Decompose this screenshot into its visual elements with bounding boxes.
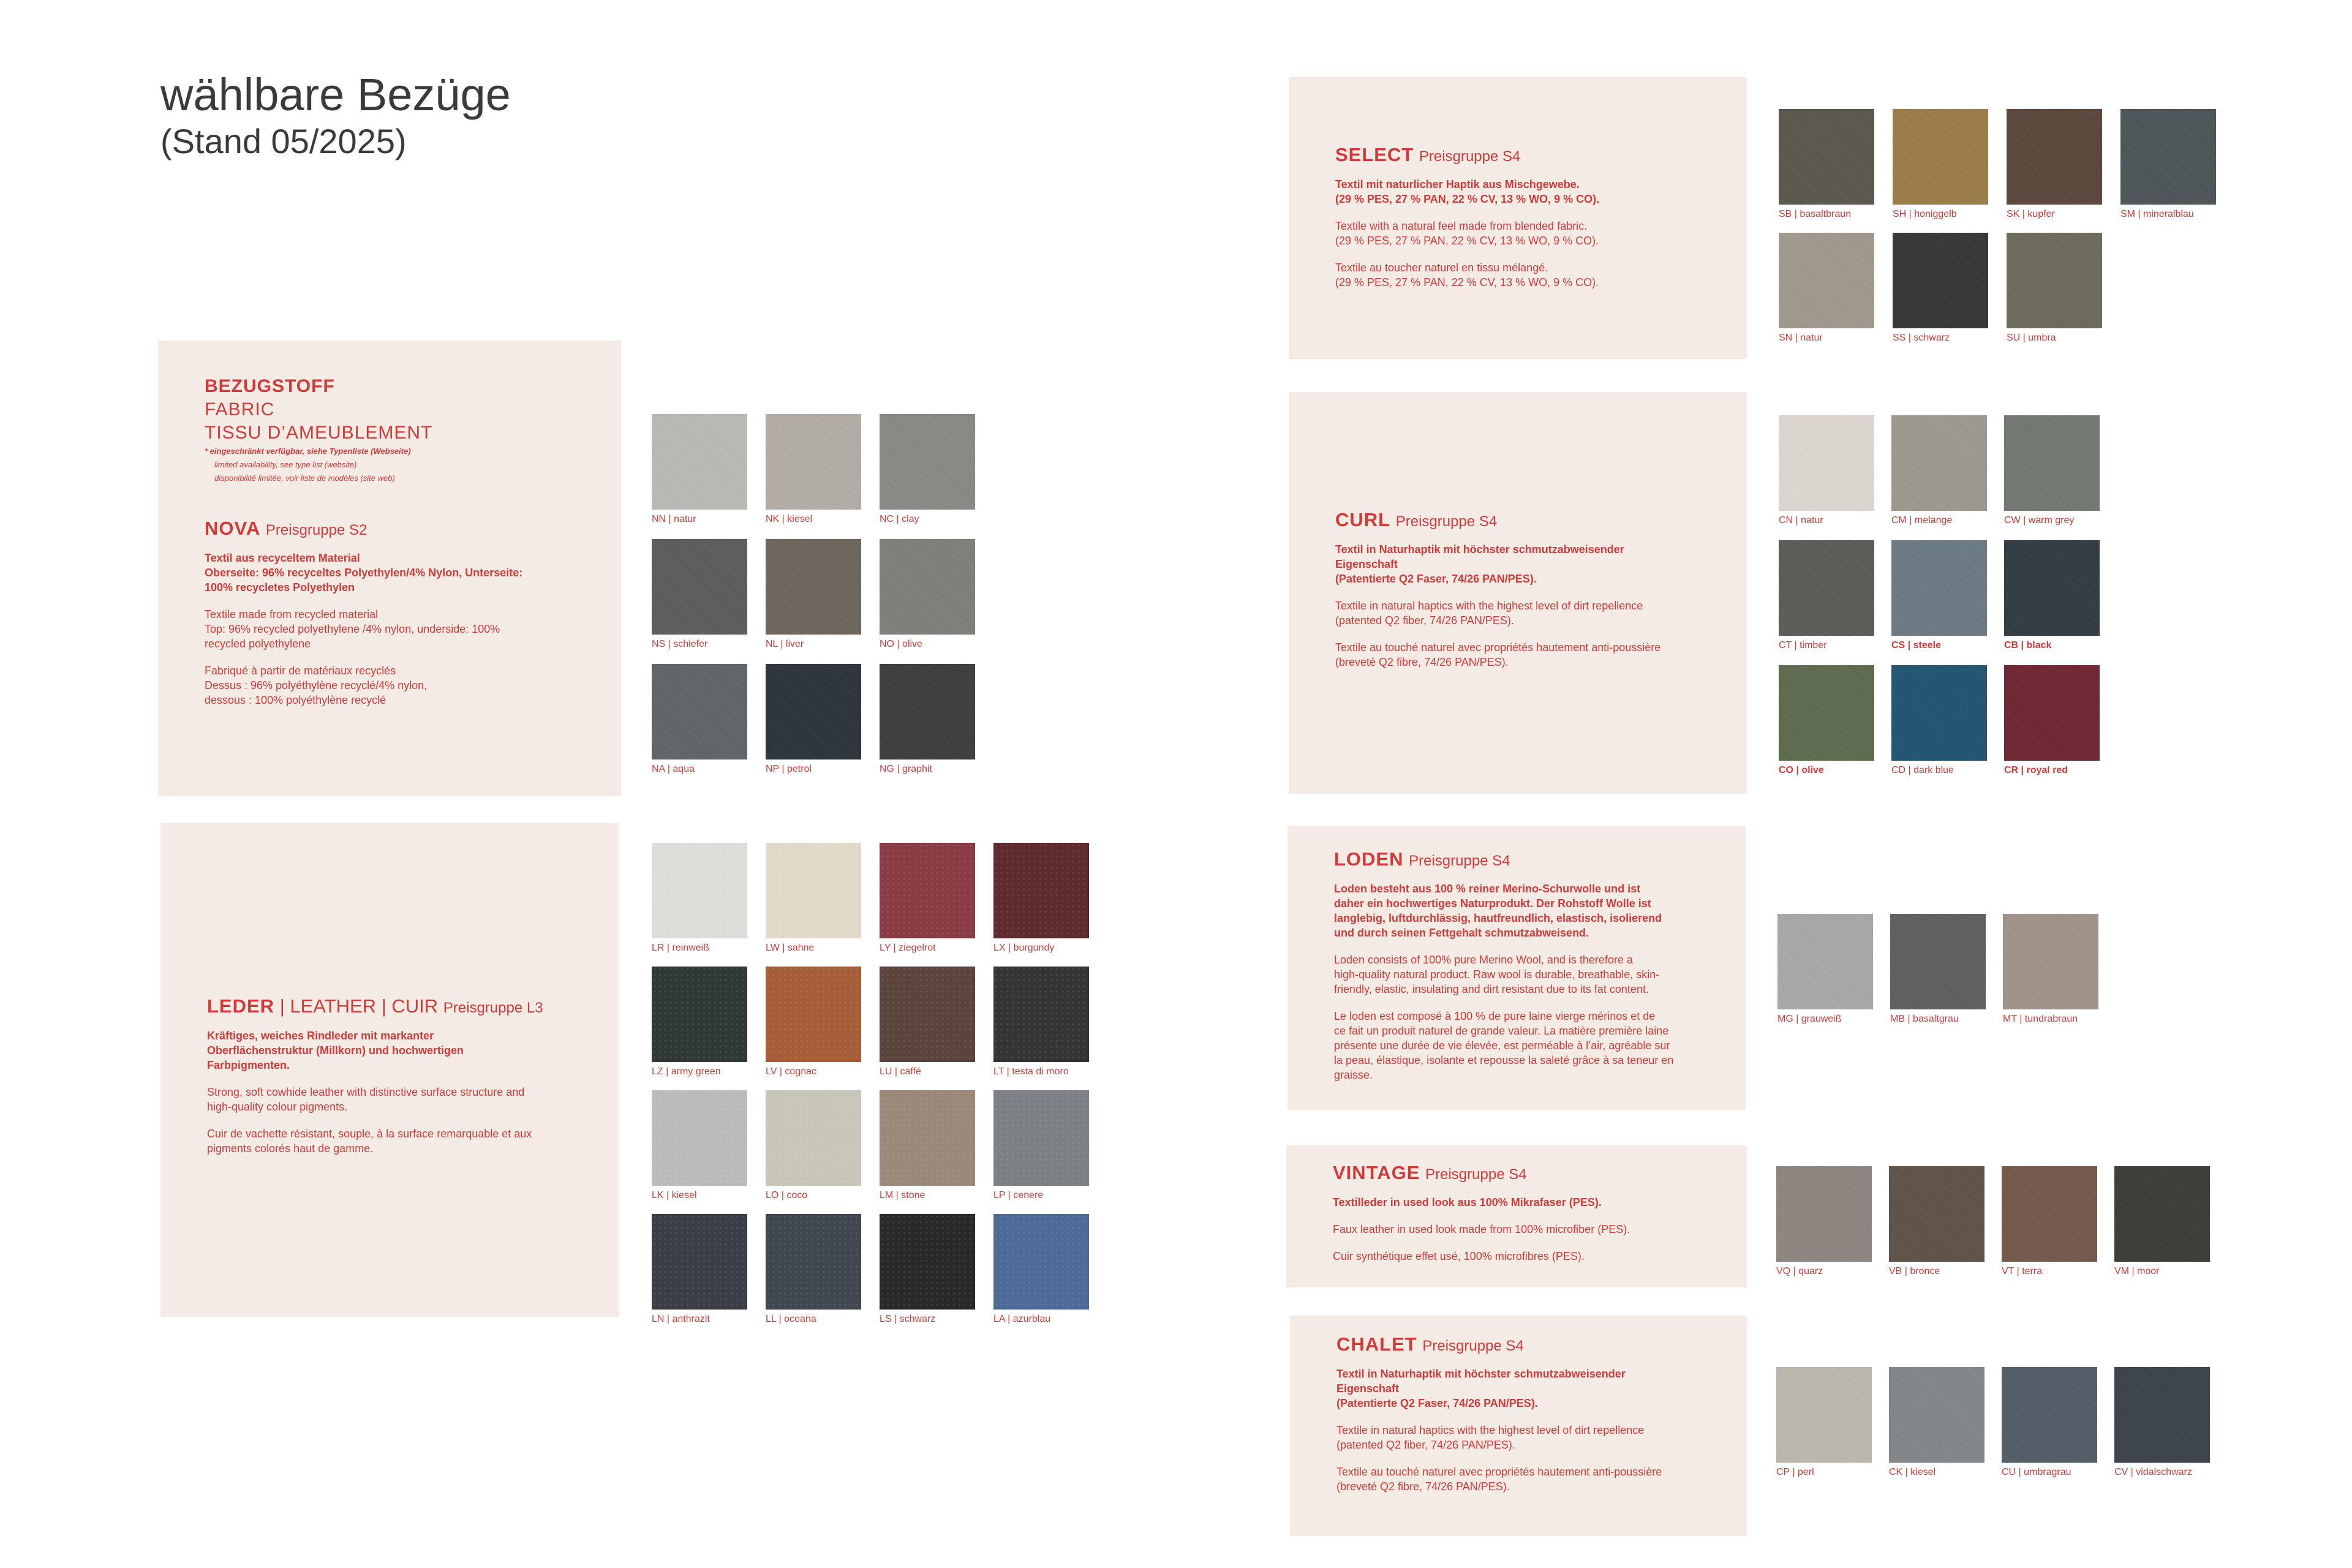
swatch-color	[766, 1214, 861, 1310]
swatch-select-su	[2007, 233, 2102, 344]
swatch-label: LK | kiesel	[652, 1190, 697, 1200]
swatch-curl-cr	[2004, 665, 2100, 777]
swatch-color	[880, 664, 975, 760]
swatch-color	[880, 843, 975, 938]
swatch-select-ss	[1893, 233, 1988, 344]
swatch-color	[766, 967, 861, 1062]
swatch-label: LS | schwarz	[880, 1314, 936, 1324]
swatch-label: SH | honiggelb	[1893, 209, 1957, 219]
swatch-label: CV | vidalschwarz	[2114, 1467, 2192, 1477]
leder-name-de: LEDER	[207, 995, 275, 1017]
nova-desc-en: Textile made from recycled material Top: 96% recycled polyethylene /4% nylon, underside: 100% recycled polyethylene	[205, 608, 500, 650]
swatch-color	[1779, 665, 1874, 761]
swatch-label: CO | olive	[1779, 765, 1824, 775]
swatch-leder-lm	[880, 1090, 975, 1202]
swatch-curl-co	[1779, 665, 1874, 777]
select-desc-fr: Textile au toucher naturel en tissu mélangé. (29 % PES, 27 % PAN, 22 % CV, 13 % WO, 9 % CO).	[1335, 262, 1599, 288]
swatch-label: SU | umbra	[2007, 333, 2056, 343]
swatch-label: VT | terra	[2002, 1266, 2043, 1276]
swatch-color	[880, 1090, 975, 1186]
swatch-loden-mt	[2003, 914, 2098, 1025]
nova-name: NOVA	[205, 518, 261, 539]
nova-desc-de: Textil aus recyceltem Material Oberseite: 96% recyceltes Polyethylen/4% Nylon, Unterseite: 100% recycletes Polyethylen	[205, 552, 523, 594]
swatch-color	[1891, 415, 1987, 511]
swatch-leder-lp	[993, 1090, 1089, 1202]
swatch-leder-lr	[652, 843, 747, 954]
swatch-curl-cs	[1891, 540, 1987, 652]
swatch-label: CS | steele	[1891, 640, 1941, 650]
swatch-leder-ln	[652, 1214, 747, 1325]
swatch-color	[2002, 1367, 2097, 1463]
swatch-label: CW | warm grey	[2004, 515, 2075, 526]
vintage-desc-fr: Cuir synthétique effet usé, 100% microfibres (PES).	[1333, 1250, 1585, 1262]
swatch-curl-cb	[2004, 540, 2100, 652]
vintage-desc-en: Faux leather in used look made from 100% microfiber (PES).	[1333, 1223, 1630, 1235]
swatch-color	[880, 967, 975, 1062]
availability-note	[205, 445, 621, 485]
loden-desc-fr: Le loden est composé à 100 % de pure laine vierge mérinos et de ce fait un produit naturel de grande valeur. La matière première laine présente une durée de vie élevée, est perméable à l’air, agréable sur la peau, élastique, isolante et repousse la saleté grâce à sa teneur en graisse.	[1334, 1010, 1674, 1081]
swatch-color	[1893, 233, 1988, 328]
fabric-heading-fr: TISSU D’AMEUBLEMENT	[205, 423, 433, 443]
swatch-curl-cd	[1891, 665, 1987, 777]
select-desc-de: Textil mit naturlicher Haptik aus Mischgewebe. (29 % PES, 27 % PAN, 22 % CV, 13 % WO, 9 % CO).	[1335, 178, 1600, 205]
swatch-leder-lt	[993, 967, 1089, 1078]
swatch-color	[2004, 540, 2100, 636]
swatch-color	[652, 664, 747, 760]
swatch-leder-ll	[766, 1214, 861, 1325]
swatch-color	[1890, 914, 1986, 1009]
vintage-desc-de: Textilleder in used look aus 100% Mikrafaser (PES).	[1333, 1196, 1602, 1208]
swatch-leder-lz	[652, 967, 747, 1078]
swatch-select-sk	[2007, 109, 2102, 221]
swatch-color	[880, 1214, 975, 1310]
swatch-curl-ct	[1779, 540, 1874, 652]
swatch-curl-cm	[1891, 415, 1987, 527]
loden-name: LODEN	[1334, 848, 1404, 870]
swatch-label: NP | petrol	[766, 764, 812, 774]
swatch-color	[766, 664, 861, 760]
swatch-chalet-cu	[2002, 1367, 2097, 1479]
swatch-label: CK | kiesel	[1889, 1467, 1936, 1477]
loden-desc-en: Loden consists of 100% pure Merino Wool, and is therefore a high-quality natural product. Raw wool is durable, breathable, skin- friendly, elastic, insulating and dirt resistant due to its fat content.	[1334, 954, 1660, 995]
swatch-label: SB | basaltbraun	[1779, 209, 1852, 219]
page-subtitle: (Stand 05/2025)	[160, 122, 407, 160]
swatch-color	[1889, 1367, 1985, 1463]
swatch-select-sm	[2120, 109, 2216, 221]
swatch-label: VQ | quarz	[1776, 1266, 1823, 1276]
swatch-label: MT | tundrabraun	[2003, 1014, 2078, 1024]
swatch-label: NA | aqua	[652, 764, 695, 774]
swatch-color	[652, 967, 747, 1062]
swatch-label: CD | dark blue	[1891, 765, 1954, 775]
leder-name-en: LEATHER	[290, 995, 377, 1017]
swatch-nova-no	[880, 539, 975, 650]
curl-heading	[1335, 508, 1747, 533]
swatch-nova-nl	[766, 539, 861, 650]
swatch-nova-na	[652, 664, 747, 775]
swatch-label: SK | kupfer	[2007, 209, 2055, 219]
leder-group: Preisgruppe L3	[443, 1000, 543, 1016]
curl-name: CURL	[1335, 509, 1391, 530]
curl-desc-fr: Textile au touché naturel avec propriétés hautement anti-poussière (breveté Q2 fibre, 74/26 PAN/PES).	[1335, 641, 1661, 668]
swatch-color	[1893, 109, 1988, 205]
swatch-color	[2003, 914, 2098, 1009]
swatch-select-sn	[1779, 233, 1874, 344]
swatch-color	[652, 539, 747, 635]
swatch-color	[766, 843, 861, 938]
swatch-label: LU | caffé	[880, 1066, 921, 1077]
swatch-loden-mb	[1890, 914, 1986, 1025]
swatch-label: LX | burgundy	[993, 943, 1055, 953]
swatch-nova-np	[766, 664, 861, 775]
swatch-color	[766, 414, 861, 510]
swatch-color	[766, 1090, 861, 1186]
swatch-color	[1889, 1166, 1985, 1262]
curl-group: Preisgruppe S4	[1395, 513, 1498, 530]
select-heading	[1335, 143, 1747, 168]
swatch-label: LV | cognac	[766, 1066, 817, 1077]
swatch-label: MG | grauweiß	[1777, 1014, 1842, 1024]
swatch-label: LP | cenere	[993, 1190, 1044, 1200]
swatch-label: NK | kiesel	[766, 514, 813, 524]
swatch-label: LM | stone	[880, 1190, 925, 1200]
nova-desc-fr: Fabriqué à partir de matériaux recyclés Dessus : 96% polyéthylène recyclé/4% nylon, dessous : 100% polyéthylène recyclé	[205, 665, 428, 706]
swatch-label: CT | timber	[1779, 640, 1827, 650]
page-title: wählbare Bezüge	[160, 69, 511, 120]
swatch-color	[2120, 109, 2216, 205]
curl-desc-de: Textil in Naturhaptik mit höchster schmutzabweisender Eigenschaft (Patentierte Q2 Faser, 74/26 PAN/PES).	[1335, 543, 1624, 585]
select-panel	[1289, 77, 1747, 359]
swatch-leder-ls	[880, 1214, 975, 1325]
swatch-leder-lk	[652, 1090, 747, 1202]
swatch-chalet-cv	[2114, 1367, 2210, 1479]
swatch-color	[1777, 914, 1873, 1009]
swatch-color	[1779, 233, 1874, 328]
curl-panel	[1289, 392, 1747, 794]
swatch-label: CN | natur	[1779, 515, 1823, 526]
chalet-heading	[1336, 1333, 1747, 1358]
loden-panel	[1287, 826, 1746, 1110]
swatch-nova-nk	[766, 414, 861, 526]
swatch-label: SN | natur	[1779, 333, 1823, 343]
swatch-color	[652, 1090, 747, 1186]
swatch-label: LW | sahne	[766, 943, 815, 953]
availability-note-fr: disponibilité limitée, voir liste de modèles (site web)	[214, 473, 395, 483]
swatch-color	[2007, 233, 2102, 328]
fabric-heading-de: BEZUGSTOFF	[205, 376, 335, 396]
swatch-color	[652, 843, 747, 938]
swatch-vintage-vq	[1776, 1166, 1872, 1278]
swatch-vintage-vt	[2002, 1166, 2097, 1278]
swatch-color	[880, 414, 975, 510]
swatch-color	[993, 1214, 1089, 1310]
leder-name-fr: CUIR	[391, 995, 439, 1017]
select-group: Preisgruppe S4	[1419, 148, 1521, 165]
loden-desc-de: Loden besteht aus 100 % reiner Merino-Schurwolle und ist daher ein hochwertiges Naturprodukt. Der Rohstoff Wolle ist langlebig, luftdurchlässig, hautfreundlich, elastisch, isolierend und durch seinen Fettgehalt schmutzabweisend.	[1334, 883, 1662, 939]
swatch-nova-ng	[880, 664, 975, 775]
swatch-label: CR | royal red	[2004, 765, 2068, 775]
swatch-label: CP | perl	[1776, 1467, 1814, 1477]
swatch-select-sb	[1779, 109, 1874, 221]
swatch-loden-mg	[1777, 914, 1873, 1025]
chalet-group: Preisgruppe S4	[1422, 1338, 1524, 1354]
fabric-heading-en: FABRIC	[205, 399, 275, 420]
swatch-label: LN | anthrazit	[652, 1314, 710, 1324]
swatch-leder-lo	[766, 1090, 861, 1202]
swatch-color	[652, 414, 747, 510]
swatch-label: LZ | army green	[652, 1066, 721, 1077]
swatch-label: LO | coco	[766, 1190, 808, 1200]
swatch-color	[1891, 665, 1987, 761]
swatch-label: CB | black	[2004, 640, 2052, 650]
nova-heading	[205, 517, 621, 542]
swatch-chalet-ck	[1889, 1367, 1985, 1479]
swatch-label: CU | umbragrau	[2002, 1467, 2071, 1477]
swatch-color	[1891, 540, 1987, 636]
swatch-leder-lv	[766, 967, 861, 1078]
swatch-color	[1779, 540, 1874, 636]
leder-desc-de: Kräftiges, weiches Rindleder mit markanter Oberflächenstruktur (Millkorn) und hochwertigen Farbpigmenten.	[207, 1030, 464, 1071]
swatch-leder-lu	[880, 967, 975, 1078]
swatch-label: VM | moor	[2114, 1266, 2160, 1276]
swatch-label: LR | reinweiß	[652, 943, 709, 953]
leder-desc-fr: Cuir de vachette résistant, souple, à la surface remarquable et aux pigments colorés haut de gamme.	[207, 1128, 532, 1155]
swatch-label: LL | oceana	[766, 1314, 816, 1324]
swatch-label: NO | olive	[880, 639, 922, 649]
swatch-label: NC | clay	[880, 514, 919, 524]
swatch-label: SM | mineralblau	[2120, 209, 2194, 219]
swatch-color	[1776, 1367, 1872, 1463]
swatch-color	[1779, 109, 1874, 205]
chalet-desc-en: Textile in natural haptics with the highest level of dirt repellence (patented Q2 fiber, 74/26 PAN/PES).	[1336, 1424, 1645, 1451]
swatch-label: LA | azurblau	[993, 1314, 1051, 1324]
swatch-color	[2002, 1166, 2097, 1262]
select-name: SELECT	[1335, 144, 1414, 165]
swatch-color	[2004, 415, 2100, 511]
select-desc-en: Textile with a natural feel made from blended fabric. (29 % PES, 27 % PAN, 22 % CV, 13 % WO, 9 % CO).	[1335, 220, 1599, 247]
chalet-desc-fr: Textile au touché naturel avec propriétés hautement anti-poussière (breveté Q2 fibre, 74/26 PAN/PES).	[1336, 1466, 1662, 1493]
swatch-color	[2114, 1166, 2210, 1262]
loden-heading	[1334, 848, 1746, 873]
availability-note-en: limited availability, see type list (website)	[214, 460, 357, 469]
swatch-leder-ly	[880, 843, 975, 954]
nova-group: Preisgruppe S2	[265, 522, 368, 538]
swatch-color	[993, 967, 1089, 1062]
fabric-heading	[205, 375, 621, 445]
swatch-nova-nc	[880, 414, 975, 526]
vintage-heading	[1333, 1161, 1747, 1186]
availability-note-de: * eingeschränkt verfügbar, siehe Typenliste (Webseite)	[205, 447, 411, 456]
vintage-panel	[1286, 1145, 1747, 1287]
swatch-color	[1776, 1166, 1872, 1262]
leder-desc-en: Strong, soft cowhide leather with distinctive surface structure and high-quality colour pigments.	[207, 1086, 525, 1113]
vintage-group: Preisgruppe S4	[1425, 1166, 1527, 1183]
leder-heading: LEDER | LEATHER | CUIR Preisgruppe L3	[207, 995, 543, 1017]
swatch-select-sh	[1893, 109, 1988, 221]
nova-panel	[158, 341, 621, 796]
swatch-leder-lx	[993, 843, 1089, 954]
swatch-label: MB | basaltgrau	[1890, 1014, 1959, 1024]
chalet-name: CHALET	[1336, 1333, 1417, 1355]
swatch-color	[1779, 415, 1874, 511]
swatch-label: LY | ziegelrot	[880, 943, 936, 953]
swatch-leder-la	[993, 1214, 1089, 1325]
swatch-label: NS | schiefer	[652, 639, 708, 649]
swatch-vintage-vb	[1889, 1166, 1985, 1278]
swatch-nova-ns	[652, 539, 747, 650]
curl-desc-en: Textile in natural haptics with the highest level of dirt repellence (patented Q2 fiber, 74/26 PAN/PES).	[1335, 600, 1643, 627]
swatch-curl-cw	[2004, 415, 2100, 527]
swatch-color	[2114, 1367, 2210, 1463]
swatch-label: SS | schwarz	[1893, 333, 1950, 343]
swatch-label: CM | melange	[1891, 515, 1953, 526]
swatch-color	[993, 1090, 1089, 1186]
swatch-vintage-vm	[2114, 1166, 2210, 1278]
swatch-label: NG | graphit	[880, 764, 932, 774]
swatch-color	[2007, 109, 2102, 205]
swatch-color	[652, 1214, 747, 1310]
swatch-nova-nn	[652, 414, 747, 526]
swatch-color	[766, 539, 861, 635]
chalet-panel	[1290, 1316, 1747, 1536]
swatch-color	[2004, 665, 2100, 761]
vintage-name: VINTAGE	[1333, 1162, 1420, 1183]
leder-panel	[160, 823, 619, 1317]
loden-group: Preisgruppe S4	[1409, 853, 1510, 869]
chalet-desc-de: Textil in Naturhaptik mit höchster schmutzabweisender Eigenschaft (Patentierte Q2 Faser, 74/26 PAN/PES).	[1336, 1368, 1626, 1409]
swatch-color	[993, 843, 1089, 938]
swatch-label: NL | liver	[766, 639, 804, 649]
swatch-label: LT | testa di moro	[993, 1066, 1069, 1077]
swatch-curl-cn	[1779, 415, 1874, 527]
page-title-block	[160, 69, 511, 162]
swatch-chalet-cp	[1776, 1367, 1872, 1479]
swatch-label: NN | natur	[652, 514, 696, 524]
swatch-color	[880, 539, 975, 635]
swatch-leder-lw	[766, 843, 861, 954]
swatch-label: VB | bronce	[1889, 1266, 1940, 1276]
